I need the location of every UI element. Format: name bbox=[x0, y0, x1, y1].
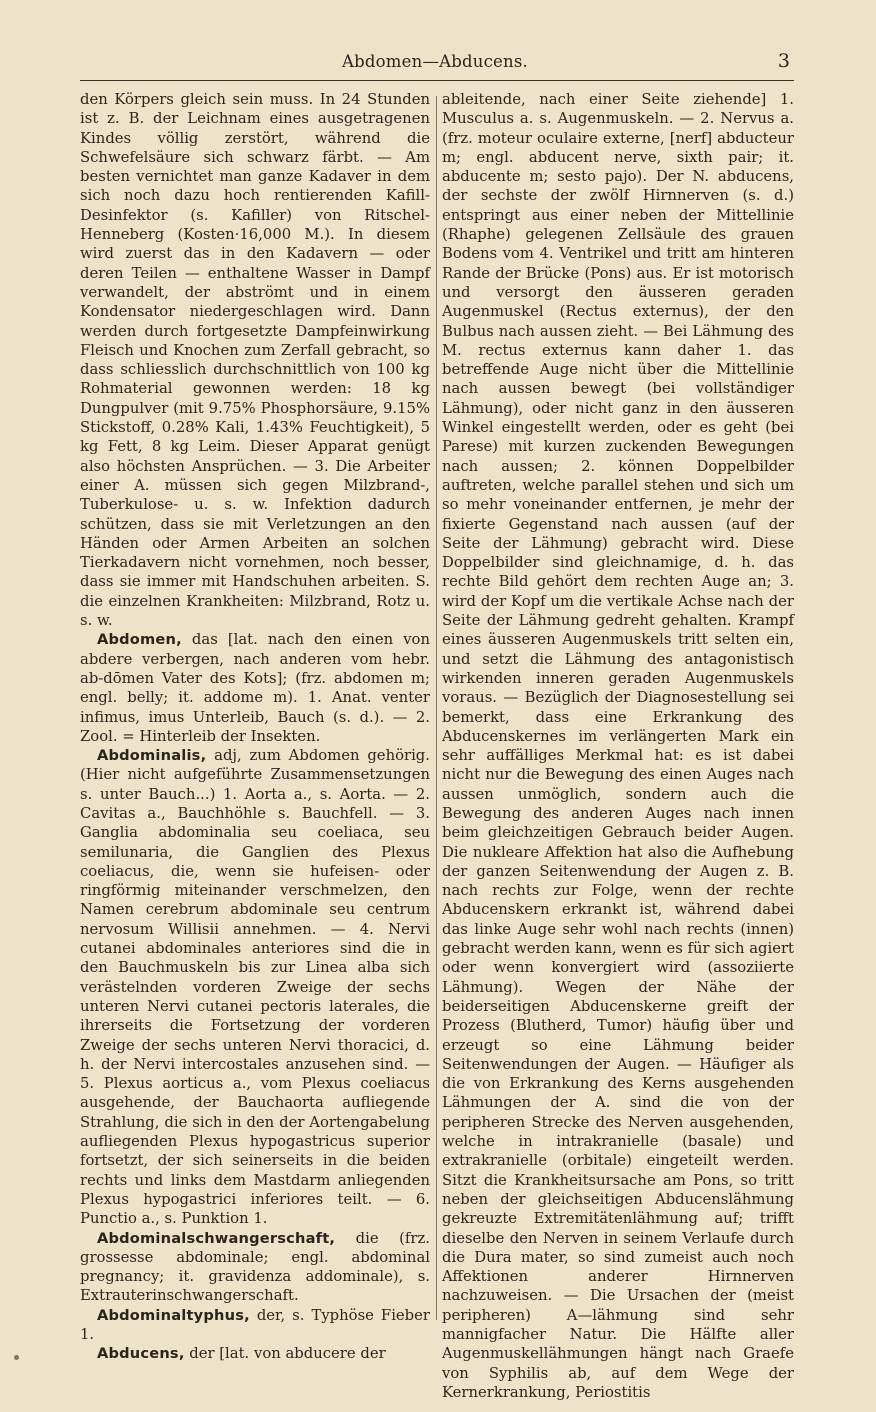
entry-abdominalschwangerschaft bbox=[80, 1229, 430, 1306]
lemma-abdominalschwangerschaft: Abdominalschwangerschaft, bbox=[97, 1229, 336, 1247]
entry-text: der [lat. von abducere der bbox=[189, 1345, 386, 1363]
lemma-abdominaltyphus: Abdominaltyphus, bbox=[97, 1306, 250, 1324]
entry-text: der, s. Typhöse Fieber 1. bbox=[80, 1306, 430, 1343]
lemma-abdomen: Abdomen, bbox=[97, 631, 182, 649]
page-header bbox=[80, 50, 790, 76]
entry-abdominaltyphus bbox=[80, 1306, 430, 1345]
entry-text: das [lat. nach den einen von abdere verbergen, nach anderen vom hebr. ab-dōmen Vater des Kots]; (frz. abdomen m; engl. belly; it. addome m). 1. Anat. venter infimus, imus Unterleib, Bauch (s. d.). — 2. Zool. = Hinterleib der Insekten. bbox=[80, 631, 430, 745]
lemma-abducens: Abducens, bbox=[97, 1345, 185, 1363]
continuation-paragraph: den Körpers gleich sein muss. In 24 Stunden ist z. B. der Leichnam eines ausgetragenen Kindes völlig zerstört, während die Schwefelsäure sich schwarz färbt. — Am besten vernichtet man ganze Kadaver in dem sich noch dazu hoch rentierenden Kafill-Desinfektor (s. Kafiller) von Ritschel-Henneberg (Kosten·16,000 M.). In diesem wird zuerst das in den Kadavern — oder deren Teilen — enthaltene Wasser in Dampf verwandelt, der abströmt und in einem Kondensator niedergeschlagen wird. Dann werden durch fortgesetzte Dampfeinwirkung Fleisch und Knochen zum Zerfall gebracht, so dass schliesslich durchschnittlich von 100 kg Rohmaterial gewonnen werden: 18 kg Dungpulver (mit 9.75% Phosphorsäure, 9.15% Stickstoff, 0.28% Kali, 1.43% Feuchtigkeit), 5 kg Fett, 8 kg Leim. Dieser Apparat genügt also höchsten Ansprüchen. — 3. Die Arbeiter einer A. müssen sich gegen Milzbrand-, Tuberkulose- u. s. w. Infektion dadurch schützen, dass sie mit Verletzungen an den Händen oder Armen Arbeiten an solchen Tierkadavern nicht vornehmen, noch besser, dass sie immer mit Handschuhen arbeiten. S. die einzelnen Krankheiten: Milzbrand, Rotz u. s. w. bbox=[80, 91, 430, 630]
lemma-abdominalis: Abdominalis, bbox=[97, 747, 207, 765]
column-divider bbox=[436, 96, 437, 1320]
entry-text: adj, zum Abdomen gehörig. (Hier nicht aufgeführte Zusammensetzungen s. unter Bauch...) 1. Aorta a., s. Aorta. — 2. Cavitas a., Bauchhöhle s. Bauchfell. — 3. Ganglia abdominalia seu coeliaca, seu semilunaria, die Ganglien des Plexus coeliacus, die, wenn sie hufeisen- oder ringförmig miteinander verschmelzen, den Namen cerebrum abdominale seu centrum nervosum Willisii annehmen. — 4. Nervi cutanei abdominales anteriores sind die in den Bauchmuskeln bis zur Linea alba sich verästelnden vorderen Zweige der sechs unteren Nervi cutanei pectoris laterales, die ihrerseits die Fortsetzung der vorderen Zweige der sechs unteren Nervi thoracici, d. h. der Nervi intercostales anzusehen sind. — 5. Plexus aorticus a., vom Plexus coeliacus ausgehende, der Bauchaorta aufliegende Strahlung, die sich in den der Aortengabelung aufliegenden Plexus hypogastricus superior fortsetzt, der sich seinerseits in die beiden rechts und links dem Mastdarm anliegenden Plexus hypogastrici inferiores teilt. — 6. Punctio a., s. Punktion 1. bbox=[80, 747, 430, 1228]
right-column bbox=[442, 90, 794, 1401]
entry-abdominalis bbox=[80, 746, 430, 1228]
abducens-continuation: ableitende, nach einer Seite ziehende] 1. Musculus a. s. Augenmuskeln. — 2. Nervus a. (frz. moteur oculaire externe, [nerf] abducteur m; engl. abducent nerve, sixth pair; it. abducente m; sesto pajo). Der N. abducens, der sechste der zwölf Hirnnerven (s. d.) entspringt aus einer neben der Mittellinie (Rhaphe) gelegenen Zellsäule des grauen Bodens vom 4. Ventrikel und tritt am hinteren Rande der Brücke (Pons) aus. Er ist motorisch und versorgt den äusseren geraden Augenmuskel (Rectus externus), der den Bulbus nach aussen zieht. — Bei Lähmung des M. rectus externus kann daher 1. das betreffende Auge nicht über die Mittellinie nach aussen bewegt (bei vollständiger Lähmung), oder nicht ganz in den äusseren Winkel eingestellt werden, oder es geht (bei Parese) mit kurzen zuckenden Bewegungen nach aussen; 2. können Doppelbilder auftreten, welche parallel stehen und sich um so mehr voneinander entfernen, je mehr der fixierte Gegenstand nach aussen (auf der Seite der Lähmung) gebracht wird. Diese Doppelbilder sind gleichnamige, d. h. das rechte Bild gehört dem rechten Auge an; 3. wird der Kopf um die vertikale Achse nach der Seite der Lähmung gedreht gehalten. Krampf eines äusseren Augenmuskels tritt selten ein, und setzt die Lähmung des antagonistisch wirkenden inneren geraden Augenmuskels voraus. — Bezüglich der Diagnosestellung sei bemerkt, dass eine Erkrankung des Abducenskernes im verlängerten Mark ein sehr auffälliges Merkmal hat: es ist dabei nicht nur die Bewegung des einen Auges nach aussen unmöglich, sondern auch die Bewegung des anderen Auges nach innen beim gleichzeitigen Gebrauch beider Augen. Die nukleare Affektion hat also die Aufhebung der ganzen Seitenwendung der Augen z. B. nach rechts zur Folge, wenn der rechte Abducenskern erkrankt ist, während dabei das linke Auge sehr wohl nach rechts (innen) gebracht werden kann, wenn es für sich agiert oder wenn konvergiert wird (assoziierte Lähmung). Wegen der Nähe der beiderseitigen Abducenskerne greift der Prozess (Blutherd, Tumor) häufig über und erzeugt so eine Lähmung beider Seitenwendungen der Augen. — Häufiger als die von Erkrankung des Kerns ausgehenden Lähmungen der A. sind die von der peripheren Strecke des Nerven ausgehenden, welche in intrakranielle (basale) und extrakranielle (orbitale) eingeteilt werden. Sitzt die Krankheitsursache am Pons, so tritt neben der gleichseitigen Abducenslähmung gekreuzte Extremitätenlähmung auf; trifft dieselbe den Nerven in seinem Verlaufe durch die Dura mater, so sind zumeist auch noch Affektionen anderer Hirnnerven nachzuweisen. — Die Ursachen der (meist peripheren) A—lähmung sind sehr mannigfacher Natur. Die Hälfte aller Augenmuskellähmungen hängt nach Graefe von Syphilis ab, auf dem Wege der Kernerkrankung, Periostitis bbox=[442, 91, 794, 1401]
margin-speck bbox=[14, 1355, 19, 1360]
entry-abdomen bbox=[80, 630, 430, 746]
running-title: Abdomen—Abducens. bbox=[342, 52, 528, 71]
left-column bbox=[80, 90, 430, 1363]
header-rule bbox=[80, 80, 794, 81]
entry-abducens bbox=[80, 1344, 430, 1363]
entry-text: die (frz. grossesse abdominale; engl. abdominal pregnancy; it. gravidenza addominale), s. Extrauterinschwangerschaft. bbox=[80, 1229, 430, 1305]
page-number: 3 bbox=[777, 50, 790, 72]
